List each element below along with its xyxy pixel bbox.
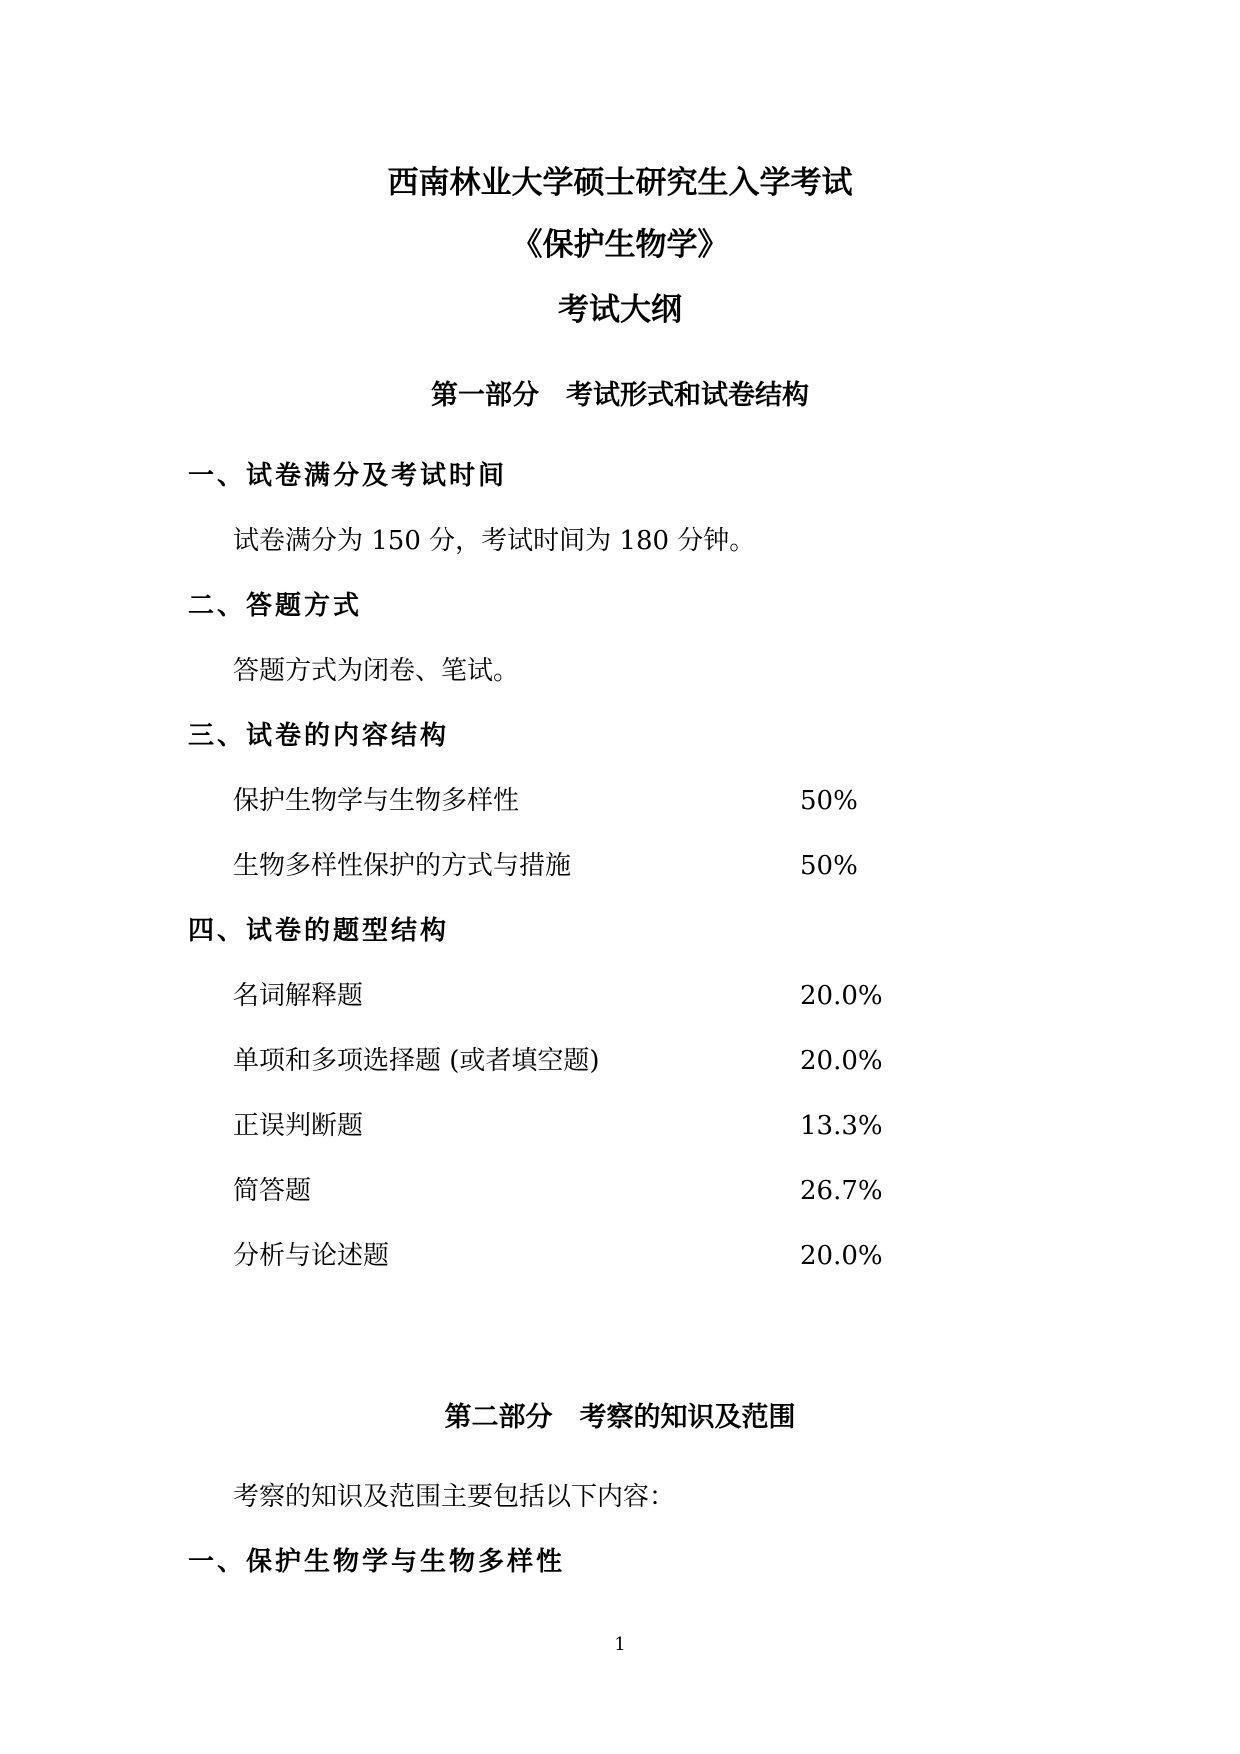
content-structure-value: 50%: [800, 786, 858, 816]
content-structure-label: 生物多样性保护的方式与措施: [233, 851, 572, 881]
question-type-label: 名词解释题: [233, 981, 364, 1011]
question-type-label: 单项和多项选择题 (或者填空题): [233, 1046, 600, 1076]
question-type-label: 正误判断题: [233, 1111, 364, 1141]
question-type-value: 20.0%: [800, 1046, 883, 1076]
question-type-label: 简答题: [233, 1176, 312, 1206]
part1-section1-heading: 一、试卷满分及考试时间: [188, 461, 508, 491]
question-type-value: 26.7%: [800, 1176, 883, 1206]
question-type-label: 分析与论述题: [233, 1241, 390, 1271]
content-structure-value: 50%: [800, 851, 858, 881]
part2-heading: 第二部分 考察的知识及范围: [444, 1402, 796, 1433]
question-type-value: 20.0%: [800, 1241, 883, 1271]
part2-section1-heading: 一、保护生物学与生物多样性: [188, 1547, 566, 1577]
part1-section2-heading: 二、答题方式: [188, 591, 363, 621]
document-title-line3: 考试大纲: [558, 292, 682, 328]
part1-section2-text: 答题方式为闭卷、笔试。: [233, 656, 520, 686]
page-number: 1: [614, 1634, 626, 1655]
question-type-value: 20.0%: [800, 981, 883, 1011]
part2-intro-text: 考察的知识及范围主要包括以下内容：: [233, 1482, 676, 1512]
question-type-value: 13.3%: [800, 1111, 883, 1141]
part1-heading: 第一部分 考试形式和试卷结构: [431, 380, 809, 411]
content-structure-label: 保护生物学与生物多样性: [233, 786, 520, 816]
part1-section3-heading: 三、试卷的内容结构: [188, 721, 450, 751]
document-title-line1: 西南林业大学硕士研究生入学考试: [387, 165, 853, 201]
part1-section1-text: 试卷满分为 150 分，考试时间为 180 分钟。: [233, 526, 756, 556]
part1-section4-heading: 四、试卷的题型结构: [188, 916, 450, 946]
document-title-line2: 《保护生物学》: [511, 227, 729, 263]
